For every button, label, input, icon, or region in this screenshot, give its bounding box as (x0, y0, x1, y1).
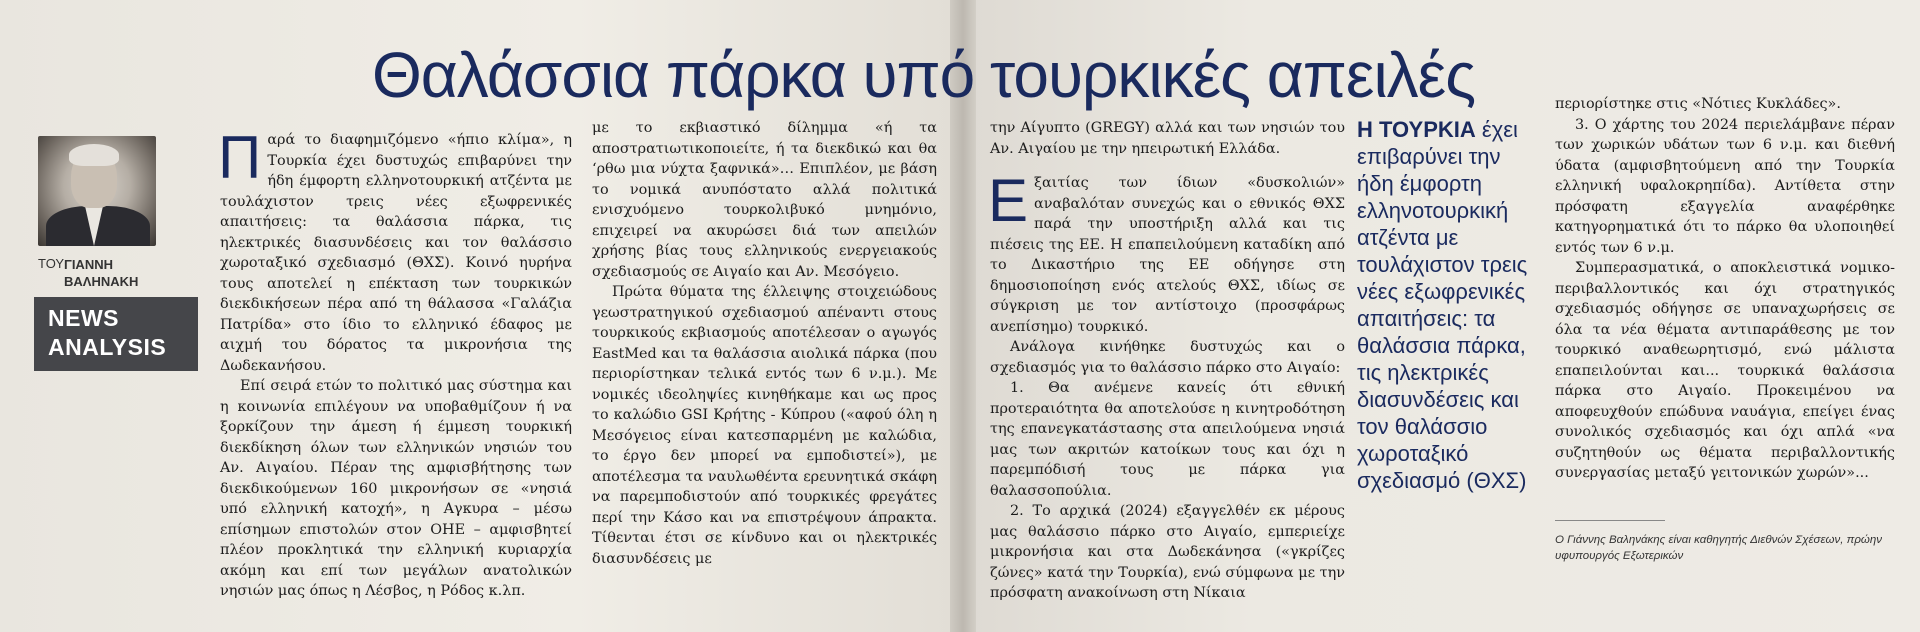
footnote-divider (1555, 520, 1665, 521)
paragraph: Συμπερασματικά, ο αποκλειστικά νομικο-περιβαλλοντικός και όχι στρατηγικός σχεδιασμός οδήγησε σε υπαναχωρήσεις σε όλα τα νέα θέματα αντιπαράθεσης με τον τουρκικό αναθεωρητισμό, ενώ μάλιστα επαπειλούνται και... τουρκικά θαλάσσια πάρκα στο Αιγαίο. Προκειμένου να αποφευχθούν επώδυνα ναυάγια, επείγει ένας συνολικός σχεδιασμός και όχι απλά «να συζητηθούν ως θέματα περιβαλλοντικής συνεργασίας μεταξύ γειτονικών χωρών»... (1555, 260, 1895, 481)
paragraph (988, 167, 1345, 337)
paragraph: με το εκβιαστικό δίλημμα «ή τα αποστρατιωτικοποιείτε, ή τα διεκδικώ και θα ‘ρθω μια νύχτα ξαφνικά»… Επιπλέον, με βάση το νομικά ανυπόστατο αλλά πολιτικά ενισχυόμενο τουρκολιβυκό μνημόνιο, επιχειρεί να ακυρώσει διά των απειλών χρήσης βίας τους ελληνικούς ενεργειακούς σχεδιασμούς σε Αιγαίο και Αν. Μεσόγειο. (592, 120, 937, 280)
pull-quote-text: έχει επιβαρύνει την ήδη έμφορτη ελληνοτουρκική ατζέντα με τουλάχιστον τρεις νέες εξωφρενικές απαιτήσεις: τα θαλάσσια πάρκα, τις ηλεκτρικές διασυνδέσεις και τον θαλάσσιο χωροταξικό σχεδιασμό (ΘΧΣ) (1357, 117, 1528, 493)
byline-name: ΓΙΑΝΝΗ ΒΑΛΗΝΑΚΗ (64, 257, 139, 289)
dropcap: Π (218, 124, 262, 191)
article-column-5 (1555, 94, 1895, 484)
paragraph: 1. Θα ανέμενε κανείς ότι εθνική προτεραιότητα θα αποτελούσε η κινητροδότηση της επανεγκατάστασης στα απειλούμενα νησιά μας των ακριτών κατοίκων τους και όχι η παρεμπόδισή τους με πάρκα για θαλασσοπούλια. (990, 380, 1345, 499)
paragraph: 3. Ο χάρτης του 2024 περιελάμβανε πέραν των χωρικών υδάτων των 6 ν.μ. και διεθνή ύδατα (αμφισβητούμενη από την Τουρκία ελληνική υφαλοκρηπίδα). Αντίθετα στην πρόσφατη εξαγγελία αναφέρθηκε κατηγορηματικά ότι το πάρκο θα υλοποιηθεί εντός των 6 ν.μ. (1555, 116, 1895, 256)
paragraph: Πρώτα θύματα της έλλειψης στοιχειώδους γεωστρατηγικού σχεδιασμού απέναντι στους τουρκικούς εκβιασμούς αποτέλεσαν ο αγωγός EastMed και τα θαλάσσια αιολικά πάρκα (που περιορίστηκαν τελικά εντός των 6 ν.μ.). Με νομικές ιδεοληψίες κινηθήκαμε και ως προς το καλώδιο GSI Κρήτης - Κύπρου («αφού όλη η Μεσόγειος είναι κατεσπαρμένη με καλώδια, το έργο δεν μπορεί να εμποδιστεί»), με αποτέλεσμα τα ναυλωθέντα ερευνητικά σκάφη να παρεμποδιστούν από τουρκικές φρεγάτες περί την Κάσο και να επιστρέψουν άπρακτα. Τίθενται έτσι σε κίνδυνο και οι ηλεκτρικές διασυνδέσεις με (592, 284, 937, 567)
byline-prefix: ΤΟΥ (38, 256, 65, 271)
paragraph-text: αρά το διαφημιζόμενο «ήπιο κλίμα», η Τουρκία έχει δυστυχώς επιβαρύνει την ήδη έμφορτη ελληνοτουρκική ατζέντα με τουλάχιστον τρεις νέες εξωφρενικές απαιτήσεις: τα θαλάσσια πάρκα, τις ηλεκτρικές διασυνδέσεις και τον θαλάσσιο χωροταξικό σχεδιασμό (ΘΧΣ). Κοινό ηυρήνα τους αποτελεί η επέκταση των τουρκικών διεκδικήσεων πέρα από τη θάλασσα «Γαλάζια Πατρίδα» στο ίδιο το ελληνικό έδαφος με αιχμή του δόρατος τα μικρονήσια της Δωδεκανήσου. (220, 132, 572, 374)
news-analysis-badge (34, 297, 198, 371)
paragraph: περιορίστηκε στις «Νότιες Κυκλάδες». (1555, 96, 1841, 112)
headline-right: τουρκικές απειλές (990, 39, 1476, 111)
author-photo (38, 136, 156, 246)
article-column-3 (990, 118, 1345, 604)
paragraph: Επί σειρά ετών το πολιτικό μας σύστημα και η κοινωνία επιλέγουν να υποβαθμίζουν ή να ξορκίζουν την άμεση ή έμμεση τουρκική διεκδίκηση όλων των ελληνικών νησιών του Αν. Αιγαίου. Πέραν της αμφισβήτησης των διεκδικούμενων 160 μικρονήσων σε «νησιά υπό ελληνική κατοχή», η Αγκυρα – μέσω επίσημων επιστολών στον ΟΗΕ – αμφισβητεί πλέον προκλητικά την ελληνική κυριαρχία ακόμη και επί των μεγάλων ανατολικών νησιών μας όπως η Λέσβος, η Ρόδος κ.λπ. (220, 378, 572, 599)
dropcap: Ε (988, 167, 1029, 234)
article-column-2 (592, 118, 937, 569)
article-column-1 (218, 124, 572, 602)
paragraph: Ανάλογα κινήθηκε δυστυχώς και ο σχεδιασμός για το θαλάσσιο πάρκο στο Αιγαίο: (990, 339, 1345, 376)
badge-line-2: ANALYSIS (48, 334, 167, 360)
paragraph: 2. Το αρχικά (2024) εξαγγελθέν εκ μέρους μας θαλάσσιο πάρκο στο Αιγαίο, εμπεριείχε μικρονήσια και στα Δωδεκάνησα («γκρίζες ζώνες» κατά την Τουρκία), ενώ σύμφωνα με την πρόσφατη ανακοίνωση στη Νίκαια (990, 503, 1345, 601)
paragraph-text: ξαιτίας των ίδιων «δυσκολιών» αναβαλόταν συνεχώς και ο εθνικός ΘΧΣ παρά την υποστήριξη αλλά και τις πιέσεις της ΕΕ. Η επαπειλούμενη καταδίκη από το Δικαστήριο της ΕΕ οδήγησε στη δημοσιοποίηση ενός ατελούς ΘΧΣ, ιδίως σε σύγκριση με τον αντίστοιχο (προσφάρως ανεπίσημο) τουρκικό. (990, 175, 1345, 335)
badge-line-1: NEWS (48, 305, 119, 331)
pull-quote-lead: Η ΤΟΥΡΚΙΑ (1357, 117, 1476, 142)
paragraph (218, 124, 572, 376)
pull-quote (1357, 116, 1537, 494)
author-footnote: Ο Γιάννης Βαληνάκης είναι καθηγητής Διεθνών Σχέσεων, πρώην υφυπουργός Εξωτερικών (1555, 534, 1882, 562)
headline-left: Θαλάσσια πάρκα υπό (372, 39, 975, 111)
paragraph: την Αίγυπτο (GREGY) αλλά και των νησιών του Αν. Αιγαίου με την ηπειρωτική Ελλάδα. (990, 120, 1345, 157)
